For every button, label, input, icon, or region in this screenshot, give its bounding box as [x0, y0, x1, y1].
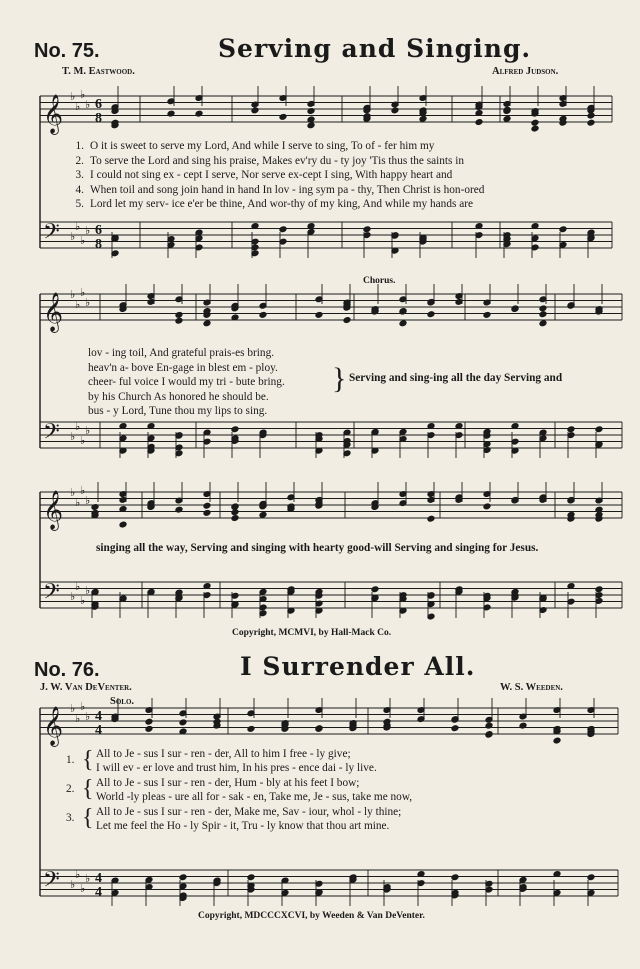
verse-line: 1. O it is sweet to serve my Lord, And while I serve to sing, To of - fer him my: [75, 140, 435, 152]
note-head: [195, 110, 203, 117]
note-head: [231, 426, 239, 433]
svg-text:4: 4: [95, 871, 102, 886]
note-head: [595, 586, 603, 593]
svg-text:♭: ♭: [85, 873, 91, 885]
svg-text:♭: ♭: [85, 711, 91, 723]
svg-text:♭: ♭: [75, 221, 81, 233]
note-head: [371, 586, 379, 593]
svg-text:♭: ♭: [80, 883, 86, 895]
hymn-75-title: Serving and Singing.: [218, 34, 532, 63]
svg-text:♭: ♭: [75, 497, 81, 509]
verse-line: heav'n a- bove En-gage in blest em - ploy.: [88, 361, 278, 374]
note-head: [231, 515, 239, 522]
hymn-75-composer: Alfred Judson.: [492, 66, 559, 77]
hymn-75-author: T. M. Eastwood.: [62, 66, 135, 77]
svg-text:𝄞: 𝄞: [43, 706, 64, 746]
note-head: [519, 722, 527, 729]
note-head: [553, 737, 561, 744]
hymn-76-copyright: Copyright, MDCCCXCVI, by Weeden & Van DeVenter.: [198, 911, 425, 921]
note-head: [259, 311, 267, 318]
hymn-76-author: J. W. Van DeVenter.: [40, 682, 132, 693]
svg-text:♭: ♭: [70, 591, 76, 603]
svg-text:𝄢: 𝄢: [43, 419, 60, 450]
svg-text:♭: ♭: [70, 91, 76, 103]
verse-line: by his Church As honored he should be.: [88, 390, 269, 403]
svg-text:♭: ♭: [85, 495, 91, 507]
svg-text:♭: ♭: [70, 703, 76, 715]
note-head: [203, 509, 211, 516]
verse-line: bus - y Lord, Tune thou my lips to sing.: [88, 405, 268, 418]
svg-text:♭: ♭: [80, 235, 86, 247]
svg-text:4: 4: [95, 885, 102, 900]
note-head: [167, 110, 175, 117]
hymn-76-title: I Surrender All.: [240, 652, 476, 681]
solo-label: Solo.: [110, 696, 135, 707]
note-head: [539, 311, 547, 318]
svg-text:♭: ♭: [75, 101, 81, 113]
hymn-75-number: No. 75.: [34, 40, 100, 62]
note-head: [203, 502, 211, 509]
svg-text:♭: ♭: [70, 289, 76, 301]
note-head: [595, 426, 603, 433]
note-head: [483, 503, 491, 510]
svg-text:♭: ♭: [80, 485, 86, 497]
note-head: [251, 107, 259, 114]
chorus-text-1: Serving and sing-ing all the day Serving and: [349, 372, 563, 384]
chorus-label: Chorus.: [363, 276, 396, 286]
svg-text:♭: ♭: [85, 297, 91, 309]
svg-text:♭: ♭: [75, 713, 81, 725]
svg-text:8: 8: [95, 237, 102, 252]
note-head: [175, 317, 183, 324]
note-head: [567, 426, 575, 433]
svg-text:♭: ♭: [80, 595, 86, 607]
note-head: [231, 509, 239, 516]
svg-text:♭: ♭: [80, 287, 86, 299]
hymn-76-number: No. 76.: [34, 659, 100, 681]
note-head: [399, 320, 407, 327]
note-head: [559, 226, 567, 233]
svg-text:♭: ♭: [80, 701, 86, 713]
svg-text:𝄞: 𝄞: [43, 292, 64, 332]
note-head: [483, 311, 491, 318]
note-head: [247, 725, 255, 732]
note-head: [539, 320, 547, 327]
hymn-75-verses-part2: [88, 346, 285, 419]
note-head: [451, 874, 459, 881]
svg-text:𝄢: 𝄢: [43, 219, 60, 250]
note-head: [587, 119, 595, 126]
svg-text:6: 6: [95, 223, 102, 238]
svg-text:♭: ♭: [70, 231, 76, 243]
note-head: [315, 311, 323, 318]
note-head: [145, 718, 153, 725]
note-head: [531, 125, 539, 132]
svg-text:♭: ♭: [85, 585, 91, 597]
verse-line: 2. To serve the Lord and sing his praise, Makes ev'ry du - ty joy 'Tis thus the saints in: [75, 154, 465, 167]
svg-text:♭: ♭: [85, 99, 91, 111]
svg-text:4: 4: [95, 723, 102, 738]
note-head: [391, 107, 399, 114]
note-head: [503, 115, 511, 122]
note-head: [419, 115, 427, 122]
note-head: [259, 511, 267, 518]
note-head: [145, 725, 153, 732]
svg-text:♭: ♭: [70, 879, 76, 891]
svg-text:♭: ♭: [80, 435, 86, 447]
note-head: [203, 320, 211, 327]
svg-text:♭: ♭: [70, 487, 76, 499]
note-head: [119, 521, 127, 528]
note-head: [343, 317, 351, 324]
chorus-text-2: singing all the way, Serving and singing with hearty good-will Serving and singing for Jesus.: [96, 542, 539, 554]
brace: }: [332, 362, 347, 395]
note-head: [451, 725, 459, 732]
note-head: [587, 874, 595, 881]
note-head: [279, 113, 287, 120]
svg-text:6: 6: [95, 97, 102, 112]
svg-text:𝄞: 𝄞: [43, 490, 64, 530]
note-head: [485, 722, 493, 729]
verse-line: cheer- ful voice I would my tri - bute bring.: [88, 376, 285, 389]
hymn-75-copyright: Copyright, MCMVI, by Hall-Mack Co.: [232, 628, 392, 638]
svg-text:♭: ♭: [80, 89, 86, 101]
hymn-76-composer: W. S. Weeden.: [500, 682, 563, 693]
note-head: [363, 226, 371, 233]
note-head: [247, 874, 255, 881]
note-head: [179, 874, 187, 881]
svg-text:4: 4: [95, 709, 102, 724]
svg-text:♭: ♭: [75, 421, 81, 433]
hymn-75-verses-part1: [66, 139, 484, 212]
svg-text:♭: ♭: [85, 425, 91, 437]
note-head: [175, 311, 183, 318]
verse-line: 3. I could not sing ex - cept I serve, Nor serve ex-cept I sing, With happy heart and: [75, 169, 453, 182]
note-head: [307, 122, 315, 129]
svg-text:𝄢: 𝄢: [43, 579, 60, 610]
svg-text:♭: ♭: [70, 431, 76, 443]
note-head: [539, 305, 547, 312]
note-head: [427, 311, 435, 318]
verse-line: 4. When toil and song join hand in hand In lov - ing sym pa - thy, Then Christ is hon-ored: [75, 183, 485, 196]
svg-text:♭: ♭: [75, 299, 81, 311]
svg-text:8: 8: [95, 111, 102, 126]
verse-line: 5. Lord let my serv- ice e'er be thine, And wor-thy of my king, And while my hands are: [75, 198, 473, 211]
note-head: [427, 515, 435, 522]
svg-text:𝄞: 𝄞: [43, 94, 64, 134]
svg-text:♭: ♭: [75, 581, 81, 593]
svg-text:♭: ♭: [75, 869, 81, 881]
note-head: [531, 119, 539, 126]
svg-text:♭: ♭: [85, 225, 91, 237]
note-head: [475, 119, 483, 126]
note-head: [279, 226, 287, 233]
note-head: [587, 112, 595, 119]
note-head: [179, 719, 187, 726]
note-head: [175, 506, 183, 513]
svg-text:𝄢: 𝄢: [43, 867, 60, 898]
verse-line: lov - ing toil, And grateful prais-es bring.: [88, 347, 275, 359]
